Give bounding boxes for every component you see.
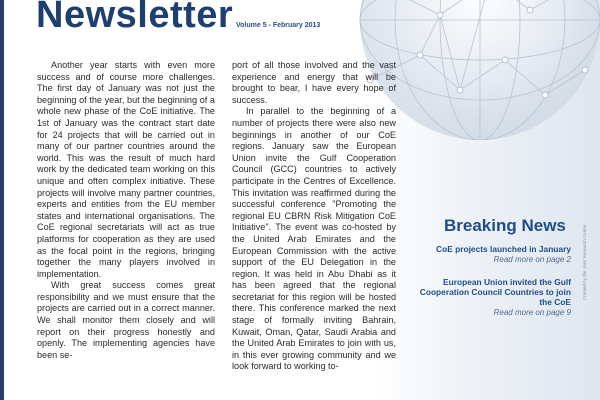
article-paragraph: In parallel to the beginning of a number of projects there were also new beginnings in another of our CoE regions. January saw the European Union invite the Gulf Cooperation Council (GCC) countries to actively participate in the Centres of Excellence. This invitation was reaffirmed during the successful conference "Promoting the regional EU CBRN Risk Mitigation CoE Initiative". The event was co-hosted by the United Arab Emirates and the European Commission with the active support of the EU Delegation in the region. It was held in Abu Dhabi as it has been agreed that the regional secretariat for this region will be hosted there. This conference marked the next stage of formally inviting Bahrain, Kuwait, Oman, Qatar, Saudi Arabia and the United Arab Emirates to join with us, in this ever growing community and we look forward to working to- [232, 106, 396, 372]
news-item[interactable] [408, 244, 571, 265]
news-item[interactable] [408, 277, 571, 318]
page-edge-bar [0, 0, 4, 400]
article-paragraph: Another year starts with even more success and of course more challenges. The first day of January was not just the beginning of the year, but the beginning of a whole new phase of the CoE initiative. The 1st of January was the contract start date for 24 projects that will be carried out in many of our partner countries around the world. This was the result of much hard work by the dedicated team working on this unique and often complex initiative. These projects will involve many partner countries, experts and entities from the EU member states and international organisations. The CoE regional secretariats will act as true platforms for cooperation as they are used as the focal point in the regions, bringing together the many players involved in implementation. [37, 60, 215, 279]
issue-date: Volume 5 - February 2013 [236, 22, 321, 29]
read-more-link[interactable]: Read more on page 9 [493, 308, 571, 317]
side-credit: Created by the Joint Research Centre [582, 224, 587, 300]
news-headline[interactable]: CoE projects launched in January [436, 244, 571, 254]
article-column-1 [37, 60, 215, 361]
article-column-2 [232, 60, 396, 373]
news-headline[interactable]: European Union invited the Gulf Cooperation Council Countries to join the CoE [419, 277, 571, 307]
read-more-link[interactable]: Read more on page 2 [493, 255, 571, 264]
breaking-news-heading: Breaking News [444, 216, 566, 235]
article-paragraph: port of all those involved and the vast experience and energy that will be brought to bear, I have every hope of success. [232, 60, 396, 105]
breaking-news-list [408, 244, 571, 330]
newsletter-title: Newsletter [36, 0, 234, 36]
article-paragraph: With great success comes great responsibility and we must ensure that the projects are carried out in a correct manner. We shall monitor them closely and will report on their progress honestly and openly. The implementing agencies have been se- [37, 280, 215, 360]
